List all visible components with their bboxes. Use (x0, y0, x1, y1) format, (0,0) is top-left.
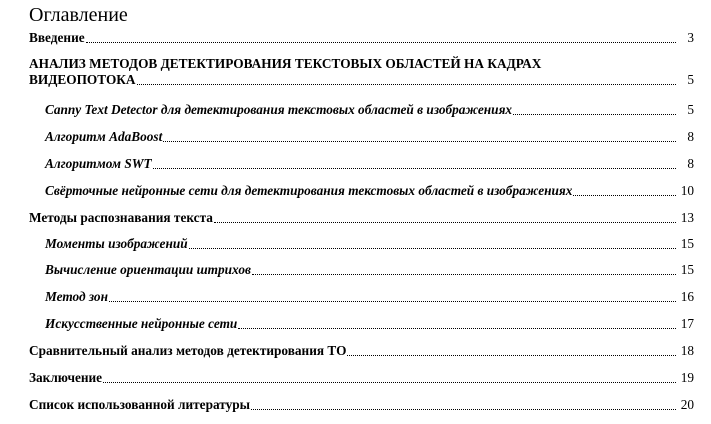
toc-entry-page: 8 (687, 156, 694, 171)
toc-entry-label: Список использованной литературы (29, 397, 251, 412)
toc-entry-label: Алгоритмом SWT (45, 156, 152, 171)
toc-entry-page: 5 (687, 72, 694, 87)
toc-entry-page: 19 (680, 370, 694, 385)
dot-leader (86, 42, 676, 43)
toc-entry-recognition-methods[interactable] (29, 210, 694, 226)
toc-entry-conclusion[interactable] (29, 370, 694, 386)
toc-entry-adaboost[interactable] (29, 129, 694, 145)
toc-entry-comparative-analysis[interactable] (29, 343, 694, 359)
dot-leader (573, 195, 676, 196)
toc-title: Оглавление (29, 4, 128, 26)
toc-entry-page: 5 (687, 102, 694, 117)
toc-entry-label: Методы распознавания текста (29, 210, 213, 225)
toc-entry-introduction[interactable] (29, 30, 694, 46)
toc-entry-stroke-orientation[interactable] (29, 262, 694, 278)
toc-entry-page: 8 (687, 129, 694, 144)
dot-leader (347, 355, 676, 356)
toc-entry-label-line2: ВИДЕОПОТОКА (29, 72, 136, 87)
toc-entry-label: Введение (29, 30, 85, 45)
toc-entry-label: Искусственные нейронные сети (45, 316, 238, 331)
dot-leader (251, 409, 676, 410)
toc-entry-label: Свёрточные нейронные сети для детектирования текстовых областей в изображениях (45, 183, 573, 198)
dot-leader (163, 141, 676, 142)
dot-leader (189, 248, 676, 249)
dot-leader (214, 222, 676, 223)
toc-entry-page: 20 (680, 397, 694, 412)
toc-entry-page: 18 (680, 343, 694, 358)
toc-entry-label: Вычисление ориентации штрихов (45, 262, 251, 277)
toc-entry-image-moments[interactable] (29, 236, 694, 252)
toc-entry-label: Метод зон (45, 289, 108, 304)
toc-entry-label: Алгоритм AdaBoost (45, 129, 163, 144)
toc-entry-references[interactable] (29, 397, 694, 413)
dot-leader (252, 274, 676, 275)
toc-entry-cnn[interactable] (29, 183, 694, 199)
dot-leader (238, 328, 676, 329)
toc-entry-canny-text-detector[interactable] (29, 102, 694, 118)
toc-entry-label: Моменты изображений (45, 236, 188, 251)
toc-list (29, 0, 694, 424)
toc-entry-label: Canny Text Detector для детектирования текстовых областей в изображениях (45, 102, 513, 117)
toc-entry-label: Сравнительный анализ методов детектирования ТО (29, 343, 347, 358)
toc-entry-page: 13 (680, 210, 694, 225)
toc-entry-page: 16 (680, 289, 694, 304)
toc-entry-page: 3 (687, 30, 694, 45)
dot-leader (513, 114, 676, 115)
toc-entry-page: 17 (680, 316, 694, 331)
dot-leader (103, 382, 676, 383)
toc-entry-label-line1: АНАЛИЗ МЕТОДОВ ДЕТЕКТИРОВАНИЯ ТЕКСТОВЫХ ОБЛАСТЕЙ НА КАДРАХ (29, 56, 542, 71)
toc-entry-page: 15 (680, 236, 694, 251)
dot-leader (153, 168, 676, 169)
toc-entry-page: 15 (680, 262, 694, 277)
dot-leader (109, 301, 676, 302)
toc-entry-analysis-methods[interactable] (29, 56, 694, 88)
toc-entry-neural-networks[interactable] (29, 316, 694, 332)
toc-entry-line2 (29, 72, 694, 88)
toc-entry-swt[interactable] (29, 156, 694, 172)
toc-entry-page: 10 (680, 183, 694, 198)
toc-entry-label: Заключение (29, 370, 103, 385)
toc-entry-zone-method[interactable] (29, 289, 694, 305)
dot-leader (137, 84, 676, 85)
